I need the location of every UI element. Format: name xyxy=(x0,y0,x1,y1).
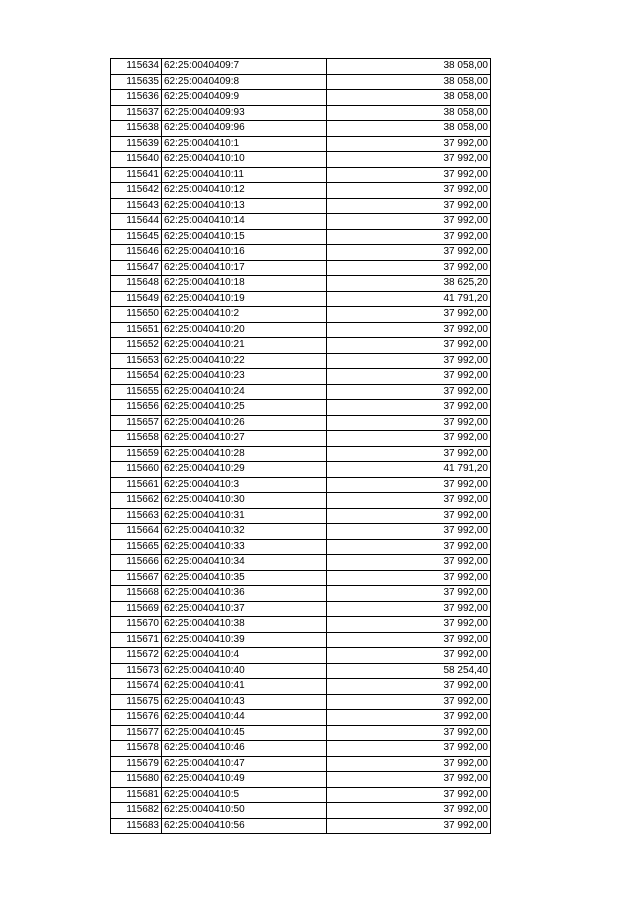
table-row xyxy=(111,508,491,524)
row-number-cell: 115648 xyxy=(111,276,162,292)
cadastral-number-cell: 62:25:0040410:33 xyxy=(162,539,327,555)
table-row xyxy=(111,663,491,679)
row-number-cell: 115637 xyxy=(111,105,162,121)
cadastral-number-cell: 62:25:0040410:4 xyxy=(162,648,327,664)
row-number-cell: 115670 xyxy=(111,617,162,633)
table-row xyxy=(111,214,491,230)
table-row xyxy=(111,183,491,199)
cadastral-number-cell: 62:25:0040410:28 xyxy=(162,446,327,462)
cadastral-number-cell: 62:25:0040410:36 xyxy=(162,586,327,602)
cadastral-number-cell: 62:25:0040410:23 xyxy=(162,369,327,385)
row-number-cell: 115667 xyxy=(111,570,162,586)
table-row xyxy=(111,74,491,90)
row-number-cell: 115665 xyxy=(111,539,162,555)
table-row xyxy=(111,369,491,385)
row-number-cell: 115669 xyxy=(111,601,162,617)
value-cell: 37 992,00 xyxy=(327,524,491,540)
cadastral-number-cell: 62:25:0040410:31 xyxy=(162,508,327,524)
cadastral-number-cell: 62:25:0040410:46 xyxy=(162,741,327,757)
cadastral-number-cell: 62:25:0040410:35 xyxy=(162,570,327,586)
row-number-cell: 115676 xyxy=(111,710,162,726)
table-row xyxy=(111,322,491,338)
value-cell: 37 992,00 xyxy=(327,570,491,586)
row-number-cell: 115649 xyxy=(111,291,162,307)
row-number-cell: 115647 xyxy=(111,260,162,276)
value-cell: 37 992,00 xyxy=(327,400,491,416)
value-cell: 58 254,40 xyxy=(327,663,491,679)
row-number-cell: 115645 xyxy=(111,229,162,245)
cadastral-number-cell: 62:25:0040409:9 xyxy=(162,90,327,106)
value-cell: 37 992,00 xyxy=(327,384,491,400)
value-cell: 37 992,00 xyxy=(327,353,491,369)
value-cell: 37 992,00 xyxy=(327,477,491,493)
cadastral-number-cell: 62:25:0040410:3 xyxy=(162,477,327,493)
row-number-cell: 115672 xyxy=(111,648,162,664)
table-row xyxy=(111,431,491,447)
row-number-cell: 115658 xyxy=(111,431,162,447)
table-row xyxy=(111,384,491,400)
row-number-cell: 115653 xyxy=(111,353,162,369)
value-cell: 37 992,00 xyxy=(327,803,491,819)
row-number-cell: 115679 xyxy=(111,756,162,772)
value-cell: 37 992,00 xyxy=(327,415,491,431)
value-cell: 37 992,00 xyxy=(327,648,491,664)
cadastral-number-cell: 62:25:0040410:2 xyxy=(162,307,327,323)
registry-table-body xyxy=(111,59,491,834)
cadastral-number-cell: 62:25:0040409:93 xyxy=(162,105,327,121)
value-cell: 37 992,00 xyxy=(327,183,491,199)
value-cell: 37 992,00 xyxy=(327,772,491,788)
cadastral-number-cell: 62:25:0040410:1 xyxy=(162,136,327,152)
cadastral-number-cell: 62:25:0040410:56 xyxy=(162,818,327,834)
cadastral-number-cell: 62:25:0040410:45 xyxy=(162,725,327,741)
cadastral-number-cell: 62:25:0040410:21 xyxy=(162,338,327,354)
value-cell: 37 992,00 xyxy=(327,198,491,214)
row-number-cell: 115635 xyxy=(111,74,162,90)
value-cell: 37 992,00 xyxy=(327,741,491,757)
cadastral-number-cell: 62:25:0040410:27 xyxy=(162,431,327,447)
value-cell: 37 992,00 xyxy=(327,167,491,183)
value-cell: 38 058,00 xyxy=(327,90,491,106)
row-number-cell: 115660 xyxy=(111,462,162,478)
row-number-cell: 115668 xyxy=(111,586,162,602)
cadastral-number-cell: 62:25:0040410:34 xyxy=(162,555,327,571)
table-row xyxy=(111,772,491,788)
table-row xyxy=(111,524,491,540)
table-row xyxy=(111,648,491,664)
table-row xyxy=(111,570,491,586)
row-number-cell: 115641 xyxy=(111,167,162,183)
row-number-cell: 115674 xyxy=(111,679,162,695)
row-number-cell: 115638 xyxy=(111,121,162,137)
cadastral-number-cell: 62:25:0040410:10 xyxy=(162,152,327,168)
table-row xyxy=(111,245,491,261)
row-number-cell: 115651 xyxy=(111,322,162,338)
table-row xyxy=(111,291,491,307)
row-number-cell: 115659 xyxy=(111,446,162,462)
table-row xyxy=(111,400,491,416)
cadastral-number-cell: 62:25:0040410:44 xyxy=(162,710,327,726)
value-cell: 37 992,00 xyxy=(327,694,491,710)
row-number-cell: 115682 xyxy=(111,803,162,819)
value-cell: 37 992,00 xyxy=(327,725,491,741)
value-cell: 37 992,00 xyxy=(327,431,491,447)
table-row xyxy=(111,229,491,245)
table-row xyxy=(111,803,491,819)
table-row xyxy=(111,59,491,75)
cadastral-number-cell: 62:25:0040410:19 xyxy=(162,291,327,307)
row-number-cell: 115662 xyxy=(111,493,162,509)
cadastral-number-cell: 62:25:0040410:40 xyxy=(162,663,327,679)
value-cell: 37 992,00 xyxy=(327,214,491,230)
cadastral-number-cell: 62:25:0040410:39 xyxy=(162,632,327,648)
row-number-cell: 115673 xyxy=(111,663,162,679)
cadastral-number-cell: 62:25:0040409:7 xyxy=(162,59,327,75)
table-row xyxy=(111,462,491,478)
value-cell: 37 992,00 xyxy=(327,136,491,152)
row-number-cell: 115663 xyxy=(111,508,162,524)
table-row xyxy=(111,260,491,276)
table-row xyxy=(111,276,491,292)
cadastral-number-cell: 62:25:0040409:8 xyxy=(162,74,327,90)
value-cell: 37 992,00 xyxy=(327,446,491,462)
table-row xyxy=(111,167,491,183)
table-row xyxy=(111,632,491,648)
cadastral-number-cell: 62:25:0040410:16 xyxy=(162,245,327,261)
row-number-cell: 115652 xyxy=(111,338,162,354)
table-row xyxy=(111,446,491,462)
row-number-cell: 115681 xyxy=(111,787,162,803)
cadastral-number-cell: 62:25:0040410:22 xyxy=(162,353,327,369)
value-cell: 38 058,00 xyxy=(327,105,491,121)
table-row xyxy=(111,617,491,633)
table-row xyxy=(111,477,491,493)
table-row xyxy=(111,493,491,509)
value-cell: 41 791,20 xyxy=(327,291,491,307)
cadastral-number-cell: 62:25:0040410:14 xyxy=(162,214,327,230)
table-row xyxy=(111,787,491,803)
value-cell: 37 992,00 xyxy=(327,710,491,726)
table-row xyxy=(111,307,491,323)
table-row xyxy=(111,539,491,555)
cadastral-number-cell: 62:25:0040410:41 xyxy=(162,679,327,695)
table-row xyxy=(111,90,491,106)
value-cell: 37 992,00 xyxy=(327,632,491,648)
value-cell: 37 992,00 xyxy=(327,152,491,168)
cadastral-number-cell: 62:25:0040410:25 xyxy=(162,400,327,416)
table-row xyxy=(111,694,491,710)
value-cell: 37 992,00 xyxy=(327,322,491,338)
row-number-cell: 115657 xyxy=(111,415,162,431)
row-number-cell: 115639 xyxy=(111,136,162,152)
row-number-cell: 115643 xyxy=(111,198,162,214)
row-number-cell: 115650 xyxy=(111,307,162,323)
table-row xyxy=(111,679,491,695)
row-number-cell: 115634 xyxy=(111,59,162,75)
row-number-cell: 115671 xyxy=(111,632,162,648)
value-cell: 37 992,00 xyxy=(327,369,491,385)
cadastral-number-cell: 62:25:0040410:37 xyxy=(162,601,327,617)
table-row xyxy=(111,198,491,214)
cadastral-number-cell: 62:25:0040410:11 xyxy=(162,167,327,183)
value-cell: 41 791,20 xyxy=(327,462,491,478)
row-number-cell: 115677 xyxy=(111,725,162,741)
cadastral-number-cell: 62:25:0040410:29 xyxy=(162,462,327,478)
table-row xyxy=(111,586,491,602)
row-number-cell: 115664 xyxy=(111,524,162,540)
row-number-cell: 115678 xyxy=(111,741,162,757)
table-row xyxy=(111,741,491,757)
row-number-cell: 115654 xyxy=(111,369,162,385)
row-number-cell: 115680 xyxy=(111,772,162,788)
row-number-cell: 115642 xyxy=(111,183,162,199)
table-row xyxy=(111,710,491,726)
cadastral-number-cell: 62:25:0040410:49 xyxy=(162,772,327,788)
value-cell: 37 992,00 xyxy=(327,307,491,323)
table-row xyxy=(111,105,491,121)
cadastral-number-cell: 62:25:0040410:26 xyxy=(162,415,327,431)
table-row xyxy=(111,415,491,431)
value-cell: 37 992,00 xyxy=(327,229,491,245)
cadastral-number-cell: 62:25:0040410:47 xyxy=(162,756,327,772)
cadastral-number-cell: 62:25:0040409:96 xyxy=(162,121,327,137)
value-cell: 37 992,00 xyxy=(327,601,491,617)
cadastral-number-cell: 62:25:0040410:43 xyxy=(162,694,327,710)
cadastral-number-cell: 62:25:0040410:12 xyxy=(162,183,327,199)
table-row xyxy=(111,353,491,369)
row-number-cell: 115661 xyxy=(111,477,162,493)
table-row xyxy=(111,152,491,168)
cadastral-number-cell: 62:25:0040410:32 xyxy=(162,524,327,540)
table-row xyxy=(111,338,491,354)
row-number-cell: 115655 xyxy=(111,384,162,400)
row-number-cell: 115646 xyxy=(111,245,162,261)
value-cell: 37 992,00 xyxy=(327,508,491,524)
table-row xyxy=(111,601,491,617)
value-cell: 37 992,00 xyxy=(327,338,491,354)
value-cell: 37 992,00 xyxy=(327,586,491,602)
value-cell: 38 625,20 xyxy=(327,276,491,292)
cadastral-number-cell: 62:25:0040410:5 xyxy=(162,787,327,803)
cadastral-number-cell: 62:25:0040410:15 xyxy=(162,229,327,245)
value-cell: 38 058,00 xyxy=(327,59,491,75)
registry-table xyxy=(110,58,491,834)
row-number-cell: 115636 xyxy=(111,90,162,106)
value-cell: 37 992,00 xyxy=(327,245,491,261)
row-number-cell: 115644 xyxy=(111,214,162,230)
cadastral-number-cell: 62:25:0040410:18 xyxy=(162,276,327,292)
value-cell: 37 992,00 xyxy=(327,539,491,555)
value-cell: 37 992,00 xyxy=(327,679,491,695)
value-cell: 38 058,00 xyxy=(327,74,491,90)
value-cell: 37 992,00 xyxy=(327,756,491,772)
value-cell: 37 992,00 xyxy=(327,787,491,803)
table-row xyxy=(111,136,491,152)
value-cell: 38 058,00 xyxy=(327,121,491,137)
cadastral-number-cell: 62:25:0040410:24 xyxy=(162,384,327,400)
table-row xyxy=(111,818,491,834)
table-row xyxy=(111,555,491,571)
cadastral-number-cell: 62:25:0040410:13 xyxy=(162,198,327,214)
cadastral-number-cell: 62:25:0040410:20 xyxy=(162,322,327,338)
row-number-cell: 115675 xyxy=(111,694,162,710)
value-cell: 37 992,00 xyxy=(327,617,491,633)
row-number-cell: 115666 xyxy=(111,555,162,571)
value-cell: 37 992,00 xyxy=(327,818,491,834)
cadastral-number-cell: 62:25:0040410:17 xyxy=(162,260,327,276)
table-row xyxy=(111,725,491,741)
value-cell: 37 992,00 xyxy=(327,493,491,509)
table-row xyxy=(111,756,491,772)
cadastral-number-cell: 62:25:0040410:30 xyxy=(162,493,327,509)
value-cell: 37 992,00 xyxy=(327,555,491,571)
table-row xyxy=(111,121,491,137)
row-number-cell: 115683 xyxy=(111,818,162,834)
value-cell: 37 992,00 xyxy=(327,260,491,276)
row-number-cell: 115656 xyxy=(111,400,162,416)
cadastral-number-cell: 62:25:0040410:38 xyxy=(162,617,327,633)
row-number-cell: 115640 xyxy=(111,152,162,168)
cadastral-number-cell: 62:25:0040410:50 xyxy=(162,803,327,819)
